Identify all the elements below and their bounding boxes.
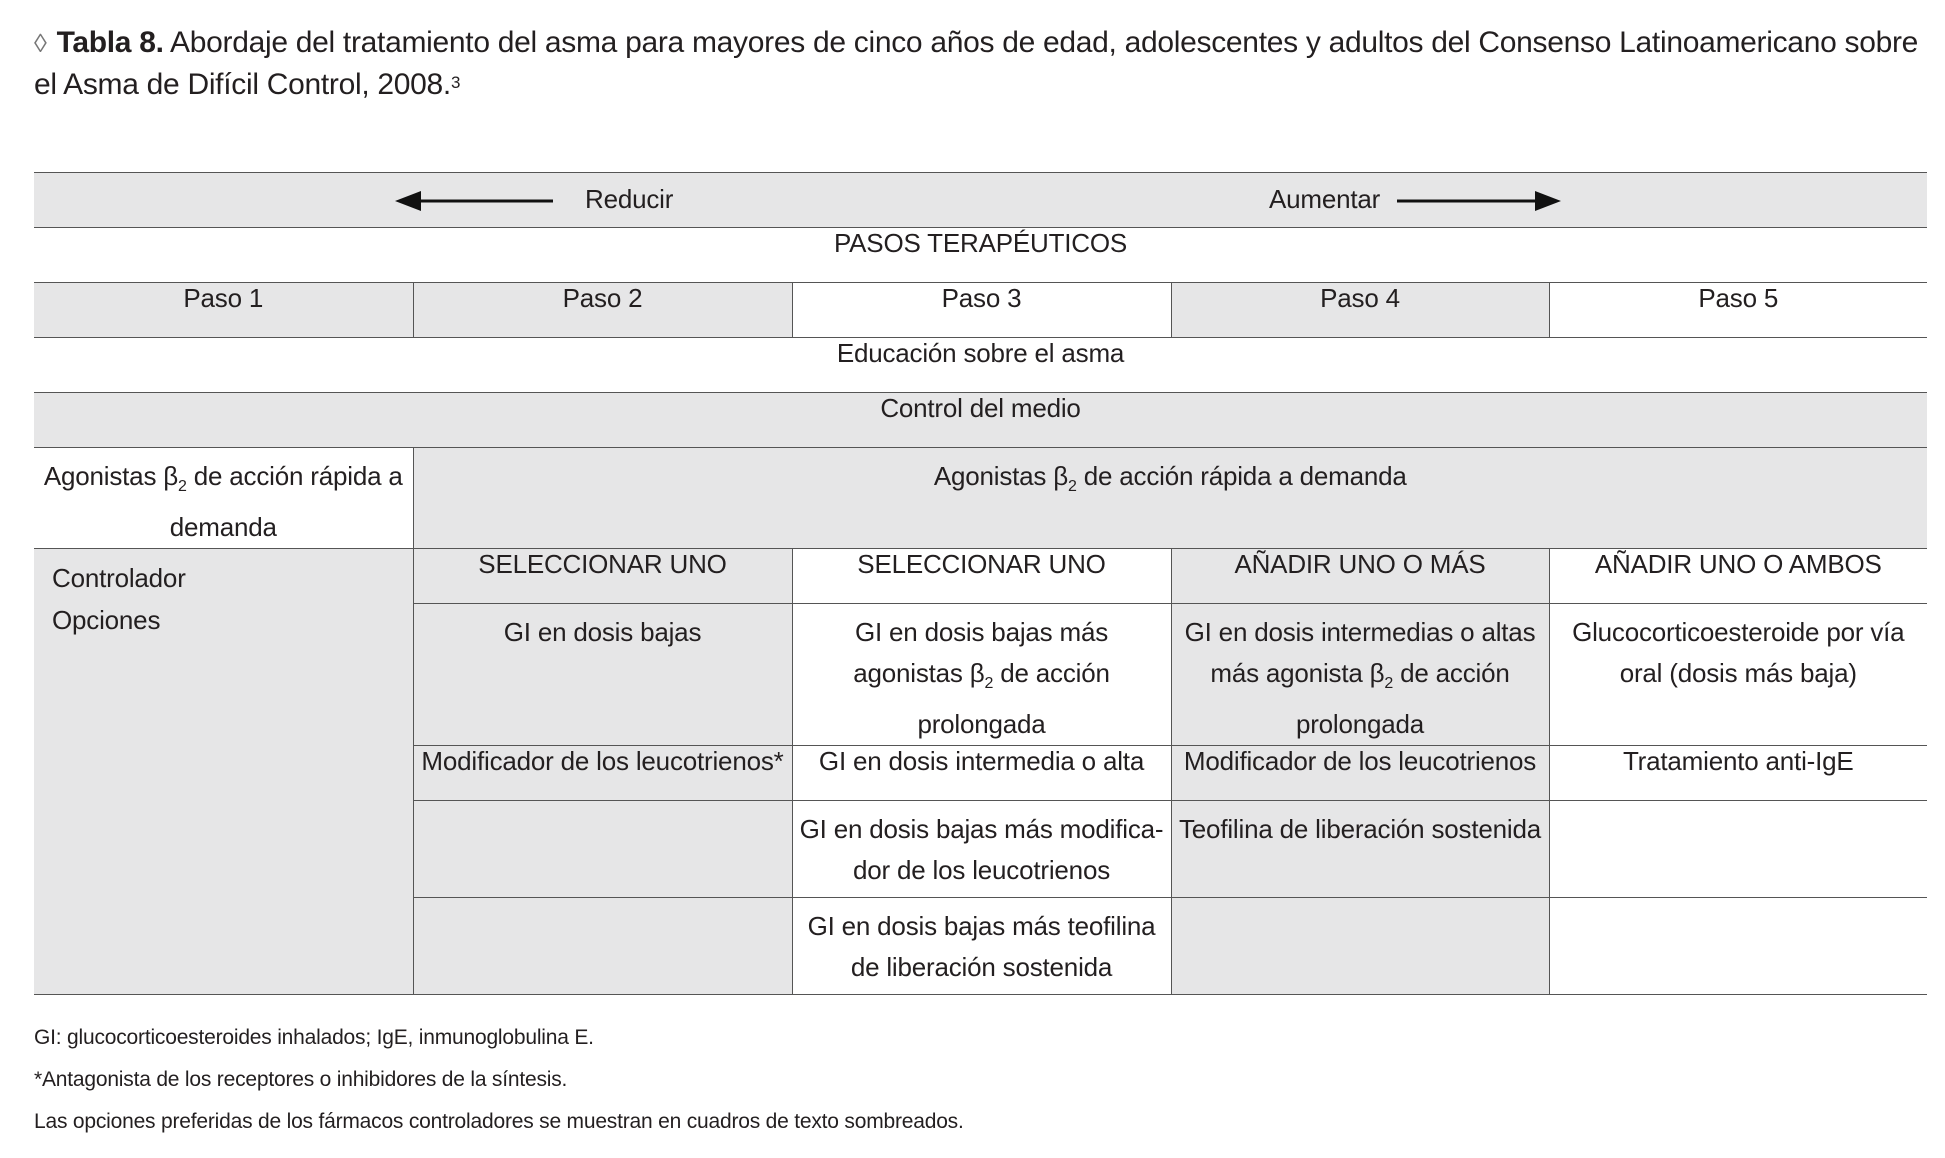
option-cell-empty: [1171, 898, 1549, 995]
option-cell-empty: [413, 801, 792, 898]
step-header: Paso 4: [1171, 283, 1549, 338]
option-cell: GI en dosis bajas: [413, 604, 792, 746]
option-header: AÑADIR UNO O AMBOS: [1549, 549, 1927, 604]
footnote: Las opciones preferidas de los fármacos controladores se muestran en cuadros de texto sombreados.: [34, 1110, 964, 1133]
environment-row: Control del medio: [34, 393, 1927, 448]
option-cell-empty: [1549, 898, 1927, 995]
step-header: Paso 1: [34, 283, 413, 338]
increase-label: Aumentar: [1269, 184, 1381, 214]
option-header: SELECCIONAR UNO: [413, 549, 792, 604]
step-header: Paso 5: [1549, 283, 1927, 338]
option-cell: GI en dosis bajas más agonistas $\beta_2$ de acción prolongada: [792, 604, 1171, 746]
table-caption: [34, 22, 1934, 106]
option-cell: Tratamiento anti-IgE: [1549, 746, 1927, 801]
step-header: Paso 2: [413, 283, 792, 338]
option-cell: GI en dosis bajas más teofilina de liberación sostenida: [792, 898, 1171, 995]
arrow-left-icon: [395, 190, 555, 212]
option-cell-empty: [413, 898, 792, 995]
diamond-icon: ◊: [34, 28, 47, 58]
caption-text: Abordaje del tratamiento del asma para mayores de cinco años de edad, adolescentes y adultos del Consenso Latinoamericano sobre el Asma de Difícil Control, 2008.: [34, 26, 1919, 101]
caption-label: Tabla 8.: [56, 26, 164, 59]
section-title: PASOS TERAPÉUTICOS: [34, 228, 1927, 283]
option-cell: Modificador de los leucotrienos: [1171, 746, 1549, 801]
option-cell: GI en dosis intermedias o altas más agonista $\beta_2$ de acción prolongada: [1171, 604, 1549, 746]
rescue-others: Agonistas $\beta_2$ de acción rápida a demanda: [413, 448, 1927, 549]
step-header: Paso 3: [792, 283, 1171, 338]
treatment-table: [34, 172, 1927, 995]
footnote: *Antagonista de los receptores o inhibidores de la síntesis.: [34, 1068, 568, 1091]
option-cell-empty: [1549, 801, 1927, 898]
controller-label: Controlador Opciones: [34, 549, 413, 995]
education-row: Educación sobre el asma: [34, 338, 1927, 393]
direction-row: [34, 173, 1927, 228]
option-cell: GI en dosis bajas más modifica-dor de los leucotrienos: [792, 801, 1171, 898]
option-cell: Modificador de los leucotrienos*: [413, 746, 792, 801]
caption-ref: 3: [450, 73, 461, 92]
rescue-step1: Agonistas $\beta_2$ de acción rápida a demanda: [34, 448, 413, 549]
option-header: SELECCIONAR UNO: [792, 549, 1171, 604]
option-cell: Glucocorticoesteroide por vía oral (dosis más baja): [1549, 604, 1927, 746]
arrow-right-icon: [1397, 190, 1562, 212]
footnote: GI: glucocorticoesteroides inhalados; IgE, inmunoglobulina E.: [34, 1026, 594, 1049]
option-cell: Teofilina de liberación sostenida: [1171, 801, 1549, 898]
option-cell: GI en dosis intermedia o alta: [792, 746, 1171, 801]
option-header: AÑADIR UNO O MÁS: [1171, 549, 1549, 604]
reduce-label: Reducir: [585, 184, 674, 214]
